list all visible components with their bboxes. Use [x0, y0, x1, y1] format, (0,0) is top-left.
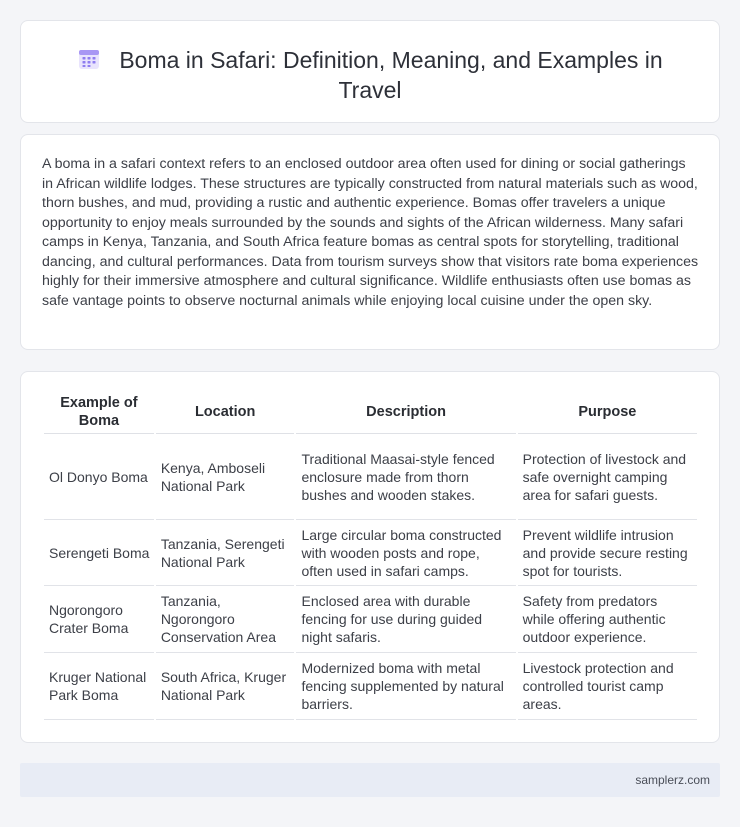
table-cell: Modernized boma with metal fencing supplemented by natural barriers.: [296, 653, 515, 720]
boma-examples-table: [42, 390, 699, 720]
intro-card: [20, 134, 720, 350]
table-cell: Protection of livestock and safe overnight camping area for safari guests.: [518, 434, 697, 520]
table-cell: Tanzania, Ngorongoro Conservation Area: [156, 586, 295, 653]
table-cell: Traditional Maasai-style fenced enclosure made from thorn bushes and wooden stakes.: [296, 434, 515, 520]
table-row: [44, 653, 697, 720]
table-cell: Safety from predators while offering authentic outdoor experience.: [518, 586, 697, 653]
page-title: Boma in Safari: Definition, Meaning, and Examples in Travel: [119, 47, 663, 103]
table-cell: Tanzania, Serengeti National Park: [156, 520, 295, 586]
intro-paragraph: A boma in a safari context refers to an enclosed outdoor area often used for dining or social gatherings in African wildlife lodges. These structures are typically constructed from natural materials such as wood, thorn bushes, and mud, providing a rustic and authentic experience. Bomas offer travelers a unique opportunity to enjoy meals surrounded by the sounds and sights of the African wilderness. Many safari camps in Kenya, Tanzania, and South Africa feature bomas as central spots for storytelling, traditional dancing, and cultural performances. Data from tourism surveys show that visitors rate boma experiences highly for their immersive atmosphere and cultural significance. Wildlife enthusiasts often use bomas as safe vantage points to observe nocturnal animals while enjoying local cuisine under the open sky.: [42, 156, 699, 309]
column-header: Example of Boma: [44, 390, 154, 434]
table-cell: Livestock protection and controlled tourist camp areas.: [518, 653, 697, 720]
column-header: Location: [156, 390, 295, 434]
table-cell: Kenya, Amboseli National Park: [156, 434, 295, 520]
table-cell: Prevent wildlife intrusion and provide secure resting spot for tourists.: [518, 520, 697, 586]
page-title-wrap: [21, 21, 719, 105]
table-cell: Kruger National Park Boma: [44, 653, 154, 720]
table-row: [44, 586, 697, 653]
table-row: [44, 520, 697, 586]
column-header: Description: [296, 390, 515, 434]
table-cell: Large circular boma constructed with wooden posts and rope, often used in safari camps.: [296, 520, 515, 586]
table-cell: Enclosed area with durable fencing for use during guided night safaris.: [296, 586, 515, 653]
title-card: [20, 20, 720, 123]
table-cell: Serengeti Boma: [44, 520, 154, 586]
table-cell: Ol Donyo Boma: [44, 434, 154, 520]
table-cell: Ngorongoro Crater Boma: [44, 586, 154, 653]
footer-site-link[interactable]: samplerz.com: [635, 773, 710, 787]
table-card: [20, 371, 720, 743]
table-header-row: [44, 390, 697, 434]
grid-calendar-icon: [77, 47, 101, 71]
table-row: [44, 434, 697, 520]
footer: [20, 763, 720, 797]
column-header: Purpose: [518, 390, 697, 434]
table-cell: South Africa, Kruger National Park: [156, 653, 295, 720]
